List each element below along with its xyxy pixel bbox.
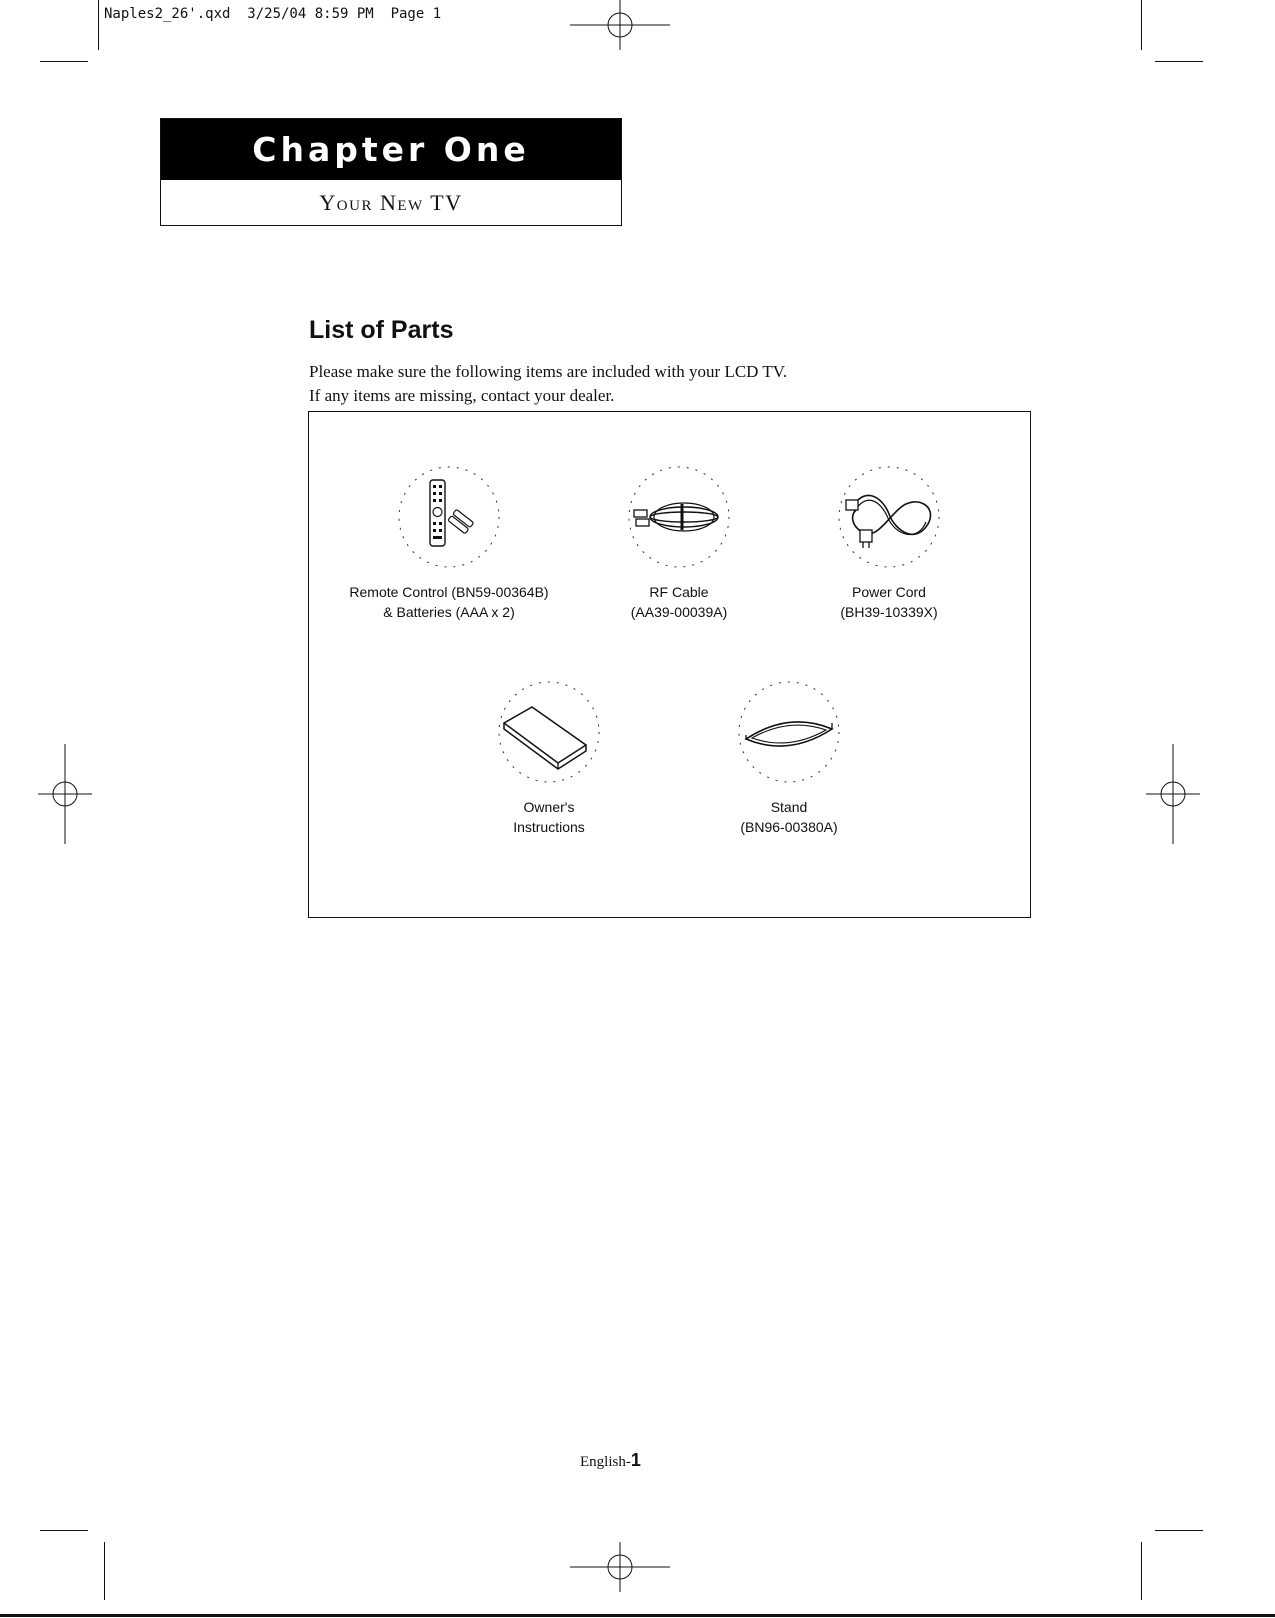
footer-language: English-: [580, 1454, 631, 1470]
manual-icon: [494, 677, 604, 787]
page-number: 1: [630, 1450, 641, 1470]
registration-mark-icon: [570, 0, 670, 50]
crop-mark: [98, 0, 99, 50]
chapter-title: Chapter One: [161, 119, 621, 180]
bottom-rule: [0, 1614, 1275, 1617]
intro-text: [309, 360, 787, 408]
stand-icon: [734, 677, 844, 787]
part-remote-control: [329, 462, 569, 622]
part-label: (BN96-00380A): [740, 819, 838, 835]
power-cord-icon: [834, 462, 944, 572]
page-footer: [580, 1450, 641, 1471]
registration-mark-icon: [1146, 744, 1200, 844]
crop-mark: [104, 1542, 105, 1600]
part-label: & Batteries (AAA x 2): [383, 604, 515, 620]
intro-line: If any items are missing, contact your dealer.: [309, 386, 615, 405]
print-slug: Naples2_26'.qxd 3/25/04 8:59 PM Page 1: [104, 6, 442, 22]
crop-mark: [1155, 1530, 1203, 1531]
remote-control-icon: [394, 462, 504, 572]
registration-mark-icon: [38, 744, 92, 844]
part-label: (BH39-10339X): [840, 604, 938, 620]
part-label: (AA39-00039A): [630, 604, 728, 620]
rf-cable-icon: [624, 462, 734, 572]
crop-mark: [1141, 0, 1142, 50]
crop-mark: [1155, 61, 1203, 62]
chapter-subtitle: Your New TV: [319, 189, 463, 215]
part-label: RF Cable: [649, 584, 709, 600]
part-label: Power Cord: [852, 584, 926, 600]
crop-mark: [40, 1530, 88, 1531]
crop-mark: [40, 61, 88, 62]
chapter-heading: [160, 118, 622, 226]
part-label: Stand: [770, 799, 808, 815]
crop-mark: [1141, 1542, 1142, 1600]
part-label: Remote Control (BN59-00364B): [349, 584, 549, 600]
part-power-cord: [809, 462, 969, 622]
part-owners-instructions: [484, 677, 614, 837]
section-title: List of Parts: [309, 316, 454, 344]
intro-line: Please make sure the following items are included with your LCD TV.: [309, 362, 788, 381]
part-label: Instructions: [513, 819, 585, 835]
part-stand: [714, 677, 864, 837]
part-rf-cable: [599, 462, 759, 622]
parts-box: [308, 411, 1031, 918]
part-label: Owner's: [523, 799, 575, 815]
registration-mark-icon: [570, 1542, 670, 1592]
